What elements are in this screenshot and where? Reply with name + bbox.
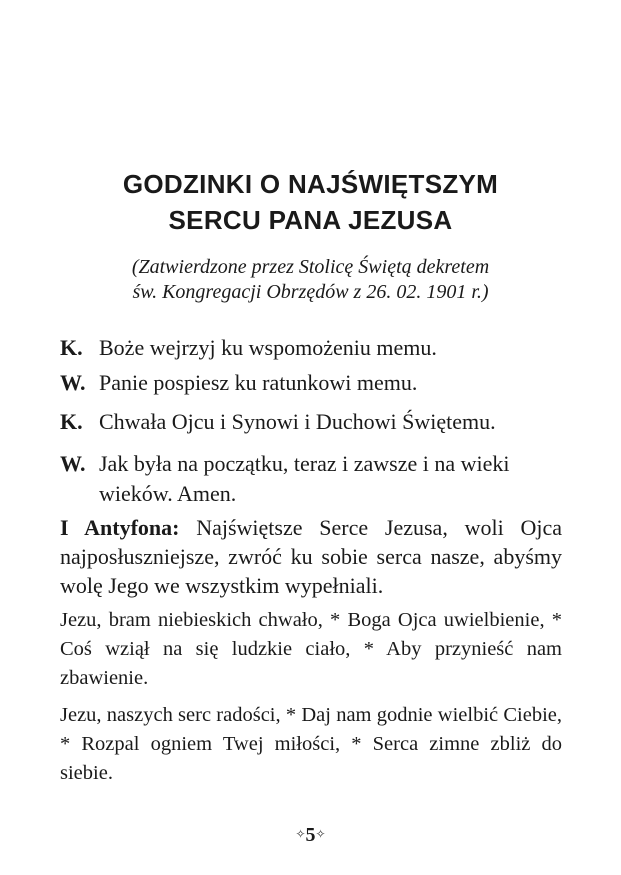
antiphon-label: I Antyfona: [60,515,180,540]
page-title-line-1: GODZINKI O NAJŚWIĘTSZYM [122,169,499,199]
verse-w-1 [60,368,562,398]
page-title-line-2: SERCU PANA JEZUSA [168,205,453,235]
subtitle-line-1: (Zatwierdzone przez Stolicę Świętą dekretem [131,256,490,278]
page-number [0,821,621,848]
ornament-right-icon: ✧ [315,827,326,841]
verse-text: Chwała Ojcu i Synowi i Duchowi Świętemu. [99,409,496,434]
hymn-stanza-2: Jezu, naszych serc radości, * Daj nam godnie wielbić Ciebie, * Rozpal ogniem Twej miłości, * Serca zimne zbliż do siebie. [60,704,562,784]
verse-marker: W. [60,451,86,476]
verse-k-2 [60,407,562,437]
verse-marker: W. [60,370,86,395]
subtitle-line-2: św. Kongregacji Obrzędów z 26. 02. 1901 r.) [132,281,489,303]
verse-marker: K. [60,409,83,434]
hymn-stanza-1: Jezu, bram niebieskich chwało, * Boga Ojca uwielbienie, * Coś wziął na się ludzkie ciało, * Aby przynieść nam zbawienie. [60,609,562,689]
verse-w-2 [60,449,562,509]
verse-marker: K. [60,335,83,360]
antiphon-text: Najświętsze Serce Jezusa, woli Ojca najposłuszniejsze, zwróć ku sobie serca nasze, abyśmy wolę Jego we wszystkim wypełniali. [60,515,562,598]
verse-text: Boże wejrzyj ku wspomożeniu memu. [99,335,437,360]
page-number-value: 5 [305,824,316,846]
verse-k-1 [60,333,562,363]
ornament-left-icon: ✧ [295,827,306,841]
verse-text: Panie pospiesz ku ratunkowi memu. [99,370,418,395]
verse-text: Jak była na początku, teraz i zawsze i na wieki wieków. Amen. [99,451,510,506]
antiphon-paragraph [60,513,562,600]
